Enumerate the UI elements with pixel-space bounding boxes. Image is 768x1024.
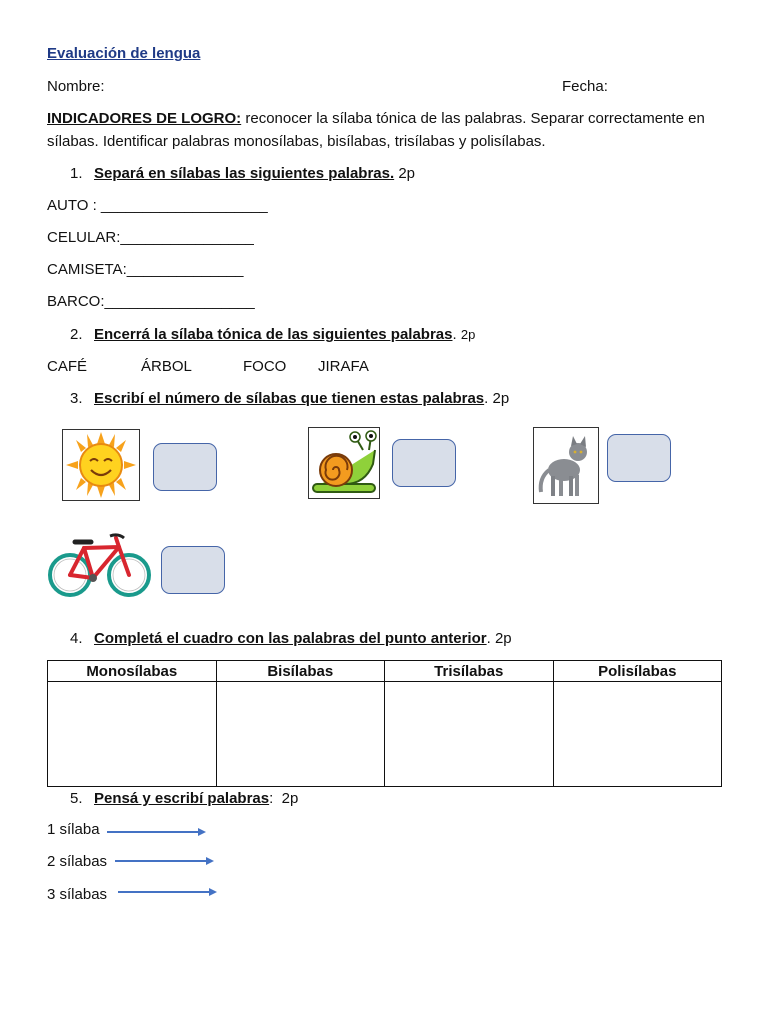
q1-item[interactable] — [47, 229, 254, 246]
q4-number: 4. — [70, 630, 83, 647]
name-label: Nombre: — [47, 78, 105, 95]
syllable-count-box[interactable] — [153, 443, 217, 491]
q4-punct: . — [486, 630, 491, 647]
q2-word[interactable]: FOCO — [243, 358, 287, 375]
indicators-paragraph — [47, 107, 737, 153]
arrow-right-icon — [117, 886, 219, 898]
q2-points: 2p — [460, 327, 476, 342]
q1-word: BARCO: — [47, 293, 105, 310]
table-header-trisilabas: Trisílabas — [385, 661, 554, 682]
q4-points: 2p — [494, 630, 512, 647]
q1-word: CELULAR: — [47, 229, 121, 246]
q5-punct: : — [269, 790, 274, 807]
table-cell[interactable] — [48, 682, 217, 787]
q4-prompt: Completá el cuadro con las palabras del punto anterior — [94, 630, 487, 647]
sun-icon — [62, 429, 140, 501]
table-header-monosilabas: Monosílabas — [48, 661, 217, 682]
table-cell[interactable] — [216, 682, 385, 787]
q3-points: 2p — [492, 390, 510, 407]
q1-word: CAMISETA: — [47, 261, 127, 278]
table-header-polisilabas: Polisílabas — [553, 661, 722, 682]
q5-row-label: 1 sílaba — [47, 821, 100, 838]
q3-heading — [70, 390, 509, 407]
arrow-right-icon — [114, 855, 216, 867]
q1-blank[interactable]: ________________ — [120, 229, 254, 246]
q2-heading — [70, 326, 475, 343]
syllable-count-box[interactable] — [607, 434, 671, 482]
q1-heading — [70, 165, 415, 182]
q3-punct: . — [484, 390, 489, 407]
q2-punct: . — [452, 326, 457, 343]
q2-number: 2. — [70, 326, 83, 343]
q1-blank[interactable]: ______________ — [126, 261, 244, 278]
q5-row-label: 3 sílabas — [47, 886, 108, 903]
date-label: Fecha: — [562, 78, 608, 95]
q2-word[interactable]: ÁRBOL — [141, 358, 192, 375]
q2-word[interactable]: JIRAFA — [318, 358, 369, 375]
q1-word: AUTO : — [47, 197, 97, 214]
q5-number: 5. — [70, 790, 83, 807]
syllable-count-box[interactable] — [392, 439, 456, 487]
page-title: Evaluación de lengua — [47, 45, 201, 62]
table-cell[interactable] — [385, 682, 554, 787]
q3-number: 3. — [70, 390, 83, 407]
q1-blank[interactable]: ____________________ — [96, 197, 268, 214]
q5-row-label: 2 sílabas — [47, 853, 108, 870]
arrow-right-icon — [106, 826, 208, 838]
q1-item[interactable] — [47, 261, 244, 278]
q4-heading — [70, 630, 512, 647]
q1-item[interactable] — [47, 197, 268, 214]
q1-points: 2p — [398, 165, 416, 182]
q2-prompt: Encerrá la sílaba tónica de las siguientes palabras — [94, 326, 453, 343]
q5-prompt: Pensá y escribí palabras — [94, 790, 270, 807]
syllable-count-box[interactable] — [161, 546, 225, 594]
table-cell[interactable] — [553, 682, 722, 787]
q1-prompt: Separá en sílabas las siguientes palabras. — [94, 165, 395, 182]
table-header-bisilabas: Bisílabas — [216, 661, 385, 682]
q1-blank[interactable]: __________________ — [104, 293, 255, 310]
bicycle-icon — [47, 520, 152, 612]
q1-item[interactable] — [47, 293, 255, 310]
snail-icon — [308, 427, 380, 499]
q2-word[interactable]: CAFÉ — [47, 358, 88, 375]
q1-number: 1. — [70, 165, 83, 182]
q5-points: 2p — [281, 790, 299, 807]
cat-icon — [533, 427, 599, 504]
q3-prompt: Escribí el número de sílabas que tienen estas palabras — [94, 390, 485, 407]
syllable-classification-table — [47, 660, 722, 787]
indicators-label: INDICADORES DE LOGRO: — [47, 110, 242, 127]
q5-heading — [70, 790, 298, 807]
indicators-text: reconocer la sílaba tónica de las palabras. Separar correctamente en sílabas. Identificar palabras monosílabas, bisílabas, trisílabas y polisílabas. — [47, 110, 705, 150]
